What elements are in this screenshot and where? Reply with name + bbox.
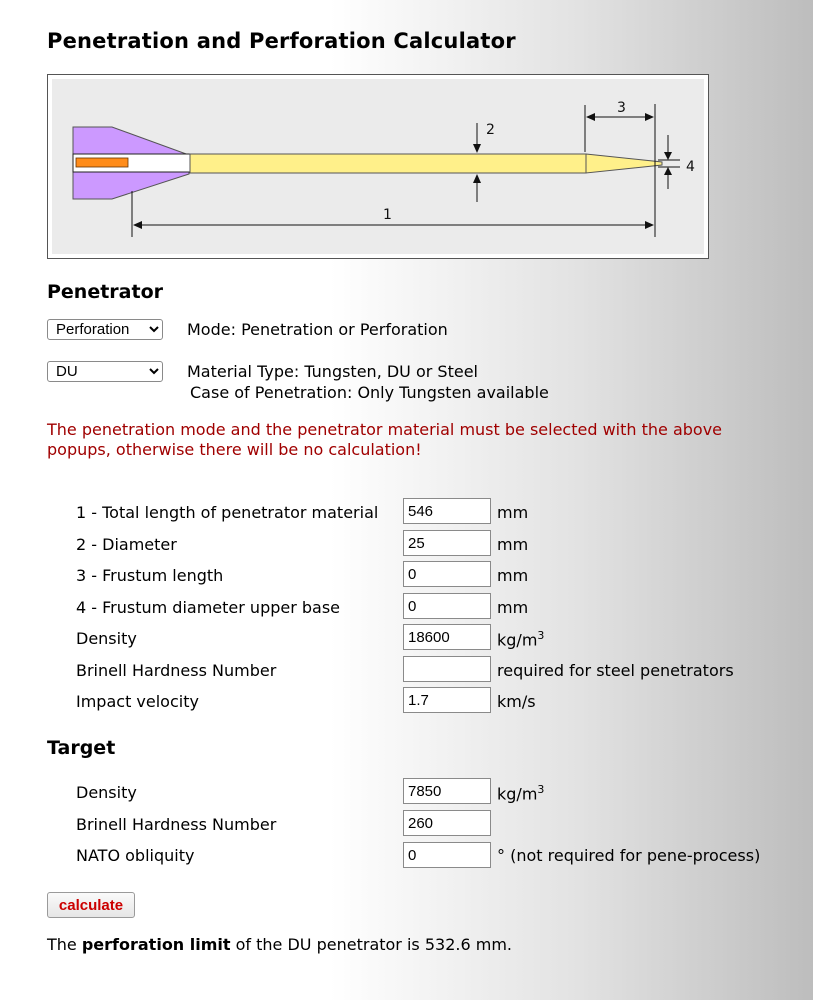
target-hardness-input[interactable] xyxy=(403,810,491,836)
unit-total-length: mm xyxy=(497,503,529,522)
result-text xyxy=(47,935,512,954)
field-label-frustum-length: 3 - Frustum length xyxy=(76,566,224,585)
target-heading: Target xyxy=(47,737,116,759)
dim4-label: 4 xyxy=(686,159,695,175)
dim4-arrow-top xyxy=(664,152,672,160)
field-label-target-hardness: Brinell Hardness Number xyxy=(76,815,277,834)
field-label-diameter: 2 - Diameter xyxy=(76,535,177,554)
target-density-input[interactable] xyxy=(403,778,491,804)
diameter-input[interactable] xyxy=(403,530,491,556)
impact-velocity-input[interactable] xyxy=(403,687,491,713)
frustum-tip xyxy=(586,154,662,173)
material-note: Case of Penetration: Only Tungsten available xyxy=(190,383,549,402)
result-suffix: of the DU penetrator is 532.6 mm. xyxy=(230,935,512,954)
dim3-label: 3 xyxy=(617,100,626,116)
field-label-nato-obliquity: NATO obliquity xyxy=(76,846,195,865)
unit-diameter: mm xyxy=(497,535,529,554)
mode-select[interactable] xyxy=(47,319,163,340)
dim2-label: 2 xyxy=(486,122,495,138)
unit-target-density xyxy=(497,783,544,803)
diagram-background xyxy=(52,79,704,254)
frustum-diameter-input[interactable] xyxy=(403,593,491,619)
dim2-arrow-bottom xyxy=(473,174,481,183)
unit-text: kg/m xyxy=(497,630,538,650)
dim3-arrow-left xyxy=(586,113,595,121)
penetrator-hardness-input[interactable] xyxy=(403,656,491,682)
unit-impact-velocity: km/s xyxy=(497,692,536,711)
penetrator-diagram xyxy=(47,74,709,259)
field-label-penetrator-hardness: Brinell Hardness Number xyxy=(76,661,277,680)
penetrator-drawing xyxy=(52,79,704,254)
unit-exponent: 3 xyxy=(537,629,545,642)
dim2-arrow-top xyxy=(473,144,481,153)
dim3-arrow-right xyxy=(645,113,654,121)
rod-body xyxy=(190,154,586,173)
unit-frustum-diameter: mm xyxy=(497,598,529,617)
field-label-penetrator-density: Density xyxy=(76,629,137,648)
unit-frustum-length: mm xyxy=(497,566,529,585)
unit-nato-obliquity: ° (not required for pene-process) xyxy=(497,846,761,865)
field-label-total-length: 1 - Total length of penetrator material xyxy=(76,503,379,522)
dim1-arrow-right xyxy=(645,221,654,229)
result-highlight: perforation limit xyxy=(81,935,231,954)
dim4-arrow-bottom xyxy=(664,167,672,175)
total-length-input[interactable] xyxy=(403,498,491,524)
dim1-arrow-left xyxy=(133,221,142,229)
dim1-label: 1 xyxy=(383,207,392,223)
unit-penetrator-hardness: required for steel penetrators xyxy=(497,661,734,680)
unit-text: kg/m xyxy=(497,784,538,804)
penetrator-heading: Penetrator xyxy=(47,281,164,303)
penetrator-density-input[interactable] xyxy=(403,624,491,650)
material-description: Material Type: Tungsten, DU or Steel xyxy=(187,362,478,381)
selection-warning: The penetration mode and the penetrator material must be selected with the above popups, otherwise there will be no calculation! xyxy=(47,420,723,459)
unit-penetrator-density xyxy=(497,629,544,649)
mode-description: Mode: Penetration or Perforation xyxy=(187,320,448,339)
field-label-impact-velocity: Impact velocity xyxy=(76,692,199,711)
frustum-length-input[interactable] xyxy=(403,561,491,587)
result-prefix: The xyxy=(47,935,82,954)
page-title: Penetration and Perforation Calculator xyxy=(47,29,516,53)
unit-exponent: 3 xyxy=(537,783,545,796)
field-label-target-density: Density xyxy=(76,783,137,802)
calculate-button[interactable]: calculate xyxy=(47,892,135,918)
material-select[interactable] xyxy=(47,361,163,382)
field-label-frustum-diameter: 4 - Frustum diameter upper base xyxy=(76,598,341,617)
nato-obliquity-input[interactable] xyxy=(403,842,491,868)
tracer-core xyxy=(76,158,128,167)
